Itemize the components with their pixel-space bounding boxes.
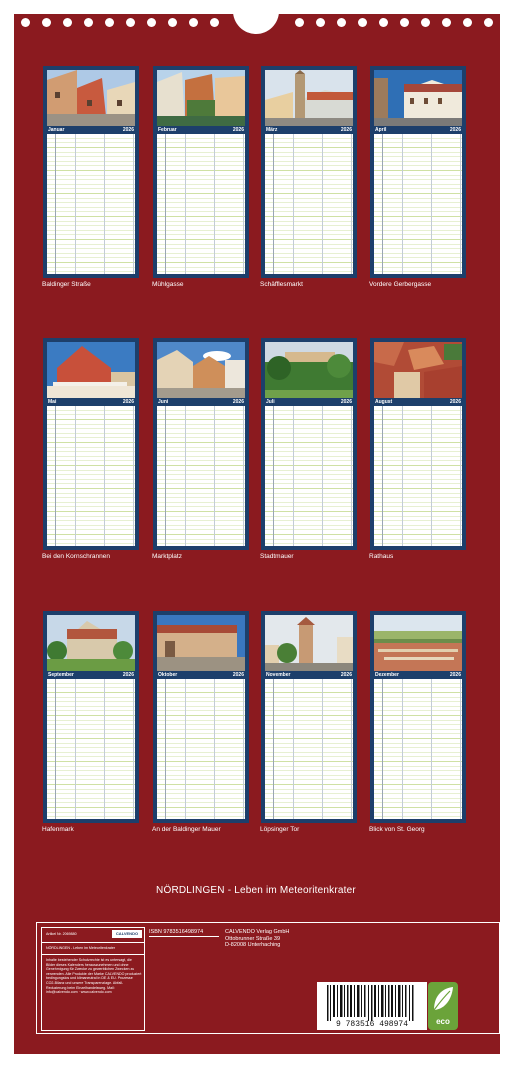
- month-caption: Blick von St. Georg: [369, 826, 425, 833]
- day-grid: [265, 134, 353, 274]
- photo-hafenmark: [47, 615, 135, 671]
- day-grid: [374, 134, 462, 274]
- eco-badge: [428, 982, 458, 1030]
- month-card-november: [261, 611, 357, 823]
- photo-loepsinger-tor: [265, 615, 353, 671]
- photo-baldinger-strasse: [47, 70, 135, 126]
- month-year: 2026: [122, 672, 134, 678]
- month-name: März: [266, 127, 278, 133]
- month-name: August: [375, 399, 393, 405]
- photo-schaefflesmarkt: [265, 70, 353, 126]
- article-number: 2069880: [62, 932, 77, 936]
- month-name: Juli: [266, 399, 275, 405]
- eco-label: eco: [436, 1017, 450, 1026]
- day-grid: [374, 679, 462, 819]
- month-card-juni: [153, 338, 249, 550]
- month-name: Januar: [48, 127, 65, 133]
- month-card-mai: [43, 338, 139, 550]
- month-name: November: [266, 672, 291, 678]
- month-caption: Vordere Gerbergasse: [369, 281, 432, 288]
- month-year: 2026: [122, 127, 134, 133]
- publisher-address: [225, 929, 289, 949]
- month-card-januar: [43, 66, 139, 278]
- publisher-line: CALVENDO Verlag GmbH: [225, 929, 290, 935]
- month-year: 2026: [449, 399, 461, 405]
- month-card-september: [43, 611, 139, 823]
- day-grid: [157, 406, 245, 546]
- calendar-title: NÖRDLINGEN - Leben im Meteoritenkrater: [156, 885, 356, 896]
- month-year: 2026: [232, 399, 244, 405]
- month-caption: Schäfflesmarkt: [260, 281, 303, 288]
- month-caption: Stadtmauer: [260, 553, 294, 560]
- day-grid: [47, 134, 135, 274]
- article-info-box: [41, 927, 145, 1031]
- month-year: 2026: [340, 127, 352, 133]
- month-caption: Hafenmark: [42, 826, 74, 833]
- month-caption: Marktplatz: [152, 553, 182, 560]
- legal-text: Inhalte bestehender Schutzrechte ist es untersagt, die Bilder dieses Kalenders herauszunehmen und ohne Genehmigung für Zwecke zu gewerblichen Zwecken zu verwenden. Alle Produkte der Marke CALVENDO produziert bedingungslos und klimaneutral in DE & EU. Prozesse CO2-Bilanz und unsere Transparenzlage. Abfall-Reduzierung beim Einzelhandelsweg. Mail: info@calvendo.com · www.calvendo.com: [46, 958, 142, 995]
- month-card-juli: [261, 338, 357, 550]
- calvendo-logo: CALVENDO: [112, 930, 142, 938]
- month-caption: Rathaus: [369, 553, 394, 560]
- month-caption: Baldinger Straße: [42, 281, 91, 288]
- month-year: 2026: [449, 672, 461, 678]
- month-card-dezember: [370, 611, 466, 823]
- barcode-number: 9 783516 498974: [335, 1020, 408, 1029]
- photo-rathaus: [374, 342, 462, 398]
- month-year: 2026: [340, 399, 352, 405]
- isbn: ISBN 9783516498974: [149, 929, 204, 935]
- photo-kornschrannen: [47, 342, 135, 398]
- month-card-februar: [153, 66, 249, 278]
- publisher-line: D-82008 Unterhaching: [225, 942, 281, 948]
- month-caption: An der Baldinger Mauer: [152, 826, 221, 833]
- month-name: Oktober: [158, 672, 178, 678]
- photo-muehlgasse: [157, 70, 245, 126]
- day-grid: [157, 134, 245, 274]
- day-grid: [374, 406, 462, 546]
- month-card-august: [370, 338, 466, 550]
- day-grid: [265, 679, 353, 819]
- month-name: April: [375, 127, 387, 133]
- article-label: Artikel Nr.: [46, 932, 62, 936]
- day-grid: [47, 679, 135, 819]
- leaf-icon: [428, 982, 458, 1016]
- month-name: September: [48, 672, 74, 678]
- month-card-maerz: [261, 66, 357, 278]
- month-caption: Bei den Kornschrannen: [42, 553, 110, 560]
- day-grid: [47, 406, 135, 546]
- month-year: 2026: [232, 127, 244, 133]
- day-grid: [265, 406, 353, 546]
- month-year: 2026: [232, 672, 244, 678]
- month-caption: Mühlgasse: [152, 281, 184, 288]
- photo-baldinger-mauer: [157, 615, 245, 671]
- month-card-oktober: [153, 611, 249, 823]
- barcode: [317, 982, 427, 1030]
- photo-blick-st-georg: [374, 615, 462, 671]
- month-year: 2026: [340, 672, 352, 678]
- product-subtitle: NÖRDLINGEN - Leben im Meteoritenkrater: [46, 946, 116, 950]
- day-grid: [157, 679, 245, 819]
- month-year: 2026: [449, 127, 461, 133]
- month-name: Mai: [48, 399, 57, 405]
- month-year: 2026: [122, 399, 134, 405]
- photo-stadtmauer: [265, 342, 353, 398]
- month-name: Juni: [158, 399, 169, 405]
- month-caption: Löpsinger Tor: [260, 826, 300, 833]
- month-card-april: [370, 66, 466, 278]
- photo-marktplatz: [157, 342, 245, 398]
- publisher-line: Ottobrunner Straße 39: [225, 935, 281, 942]
- photo-vordere-gerbergasse: [374, 70, 462, 126]
- month-name: Dezember: [375, 672, 399, 678]
- month-name: Februar: [158, 127, 177, 133]
